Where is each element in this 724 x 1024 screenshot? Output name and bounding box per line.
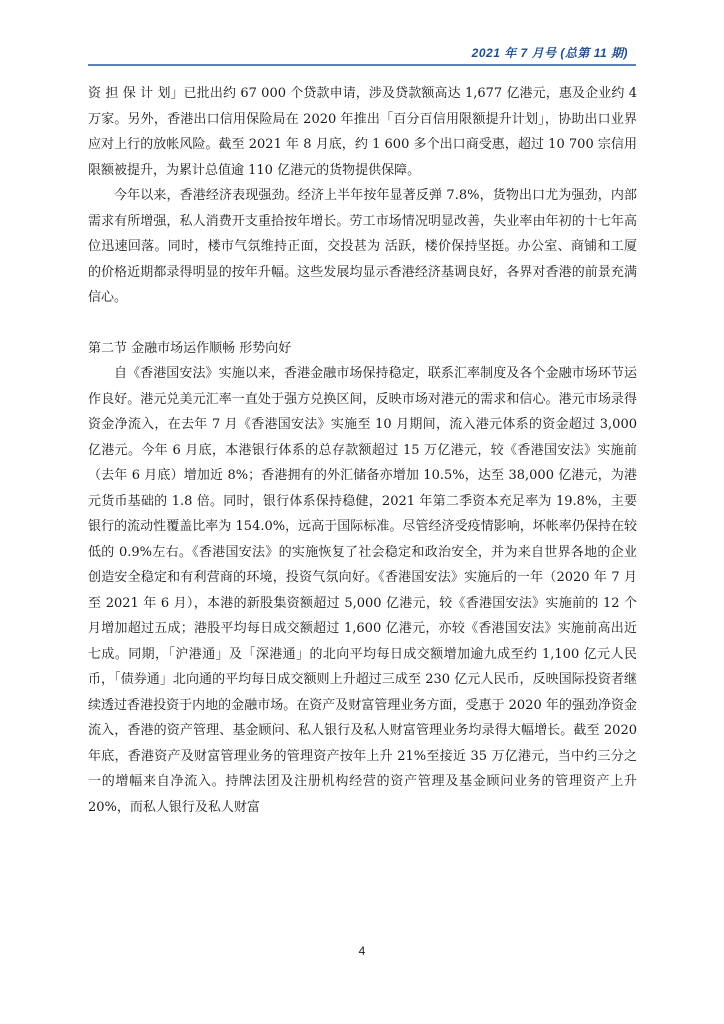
section-heading: 第二节 金融市场运作顺畅 形势向好 — [88, 340, 292, 356]
paragraph-loan-scheme: 资 担 保 计 划」已批出约 67 000 个贷款申请，涉及贷款额高达 1,677 亿港元，惠及企业约 4 万家。另外，香港出口信用保险局在 2020 年推出「百分百信用限额提升计划」，协助出口业界应对上行的放帐风险。截至 2021 年 8 月底，约 1 600 多个出口商受惠，超过 10 700 宗信用限额被提升，为累计总值逾 110 亿港元的货物提供保障。 — [88, 86, 637, 178]
page-body — [88, 81, 637, 820]
header-rule — [88, 64, 636, 66]
issue-header: 2021 年 7 月号 (总第 11 期) — [471, 46, 628, 60]
paragraph-financial-markets: 自《香港国安法》实施以来，香港金融市场保持稳定，联系汇率制度及各个金融市场环节运作良好。港元兑美元汇率一直处于强方兑换区间，反映市场对港元的需求和信心。港元市场录得资金净流入，在去年 7 月《香港国安法》实施至 10 月期间，流入港元体系的资金超过 3,000 亿港元。今年 6 月底，本港银行体系的总存款额超过 15 万亿港元，较《香港国安法》实施前（去年 6 月底）增加近 8%；香港拥有的外汇储备亦增加 10.5%，达至 38,000 亿港元，为港元货币基础的 1.8 倍。同时，银行体系保持稳健，2021 年第二季资本充足率为 19.8%，主要银行的流动性覆盖比率为 154.0%，远高于国际标准。尽管经济受疫情影响，坏帐率仍保持在较低的 0.9%左右。《香港国安法》的实施恢复了社会稳定和政治安全，并为来自世界各地的企业创造安全稳定和有利营商的环境，投资气氛向好。《香港国安法》实施后的一年（2020 年 7 月至 2021 年 6 月），本港的新股集资额超过 5,000 亿港元，较《香港国安法》实施前的 12 个月增加超过五成；港股平均每日成交额超过 1,600 亿港元，亦较《香港国安法》实施前高出近七成。同期，「沪港通」及「深港通」的北向平均每日成交额增加逾九成至约 1,100 亿元人民币，「债券通」北向通的平均每日成交额则上升超过三成至 230 亿元人民币，反映国际投资者继续透过香港投资于内地的金融市场。在资产及财富管理业务方面，受惠于 2020 年的强劲净资金流入，香港的资产管理、基金顾问、私人银行及私人财富管理业务均录得大幅增长。截至 2020 年底，香港资产及财富管理业务的管理资产按年上升 21%至接近 35 万亿港元，当中约三分之一的增幅来自净流入。持牌法团及注册机构经营的资产管理及基金顾问业务的管理资产上升 20%，而私人银行及私人财富 — [88, 366, 637, 815]
paragraph-economy: 今年以来，香港经济表现强劲。经济上半年按年显著反弹 7.8%，货物出口尤为强劲，内部需求有所增强，私人消费开支重拾按年增长。劳工市场情况明显改善，失业率由年初的十七年高位迅速回落。同时，楼市气氛维持正面，交投甚为 活跃，楼价保持坚挺。办公室、商铺和工厦的价格近期都录得明显的按年升幅。这些发展均显示香港经济基调良好，各界对香港的前景充满信心。 — [88, 188, 637, 305]
page-number: 4 — [358, 944, 366, 958]
